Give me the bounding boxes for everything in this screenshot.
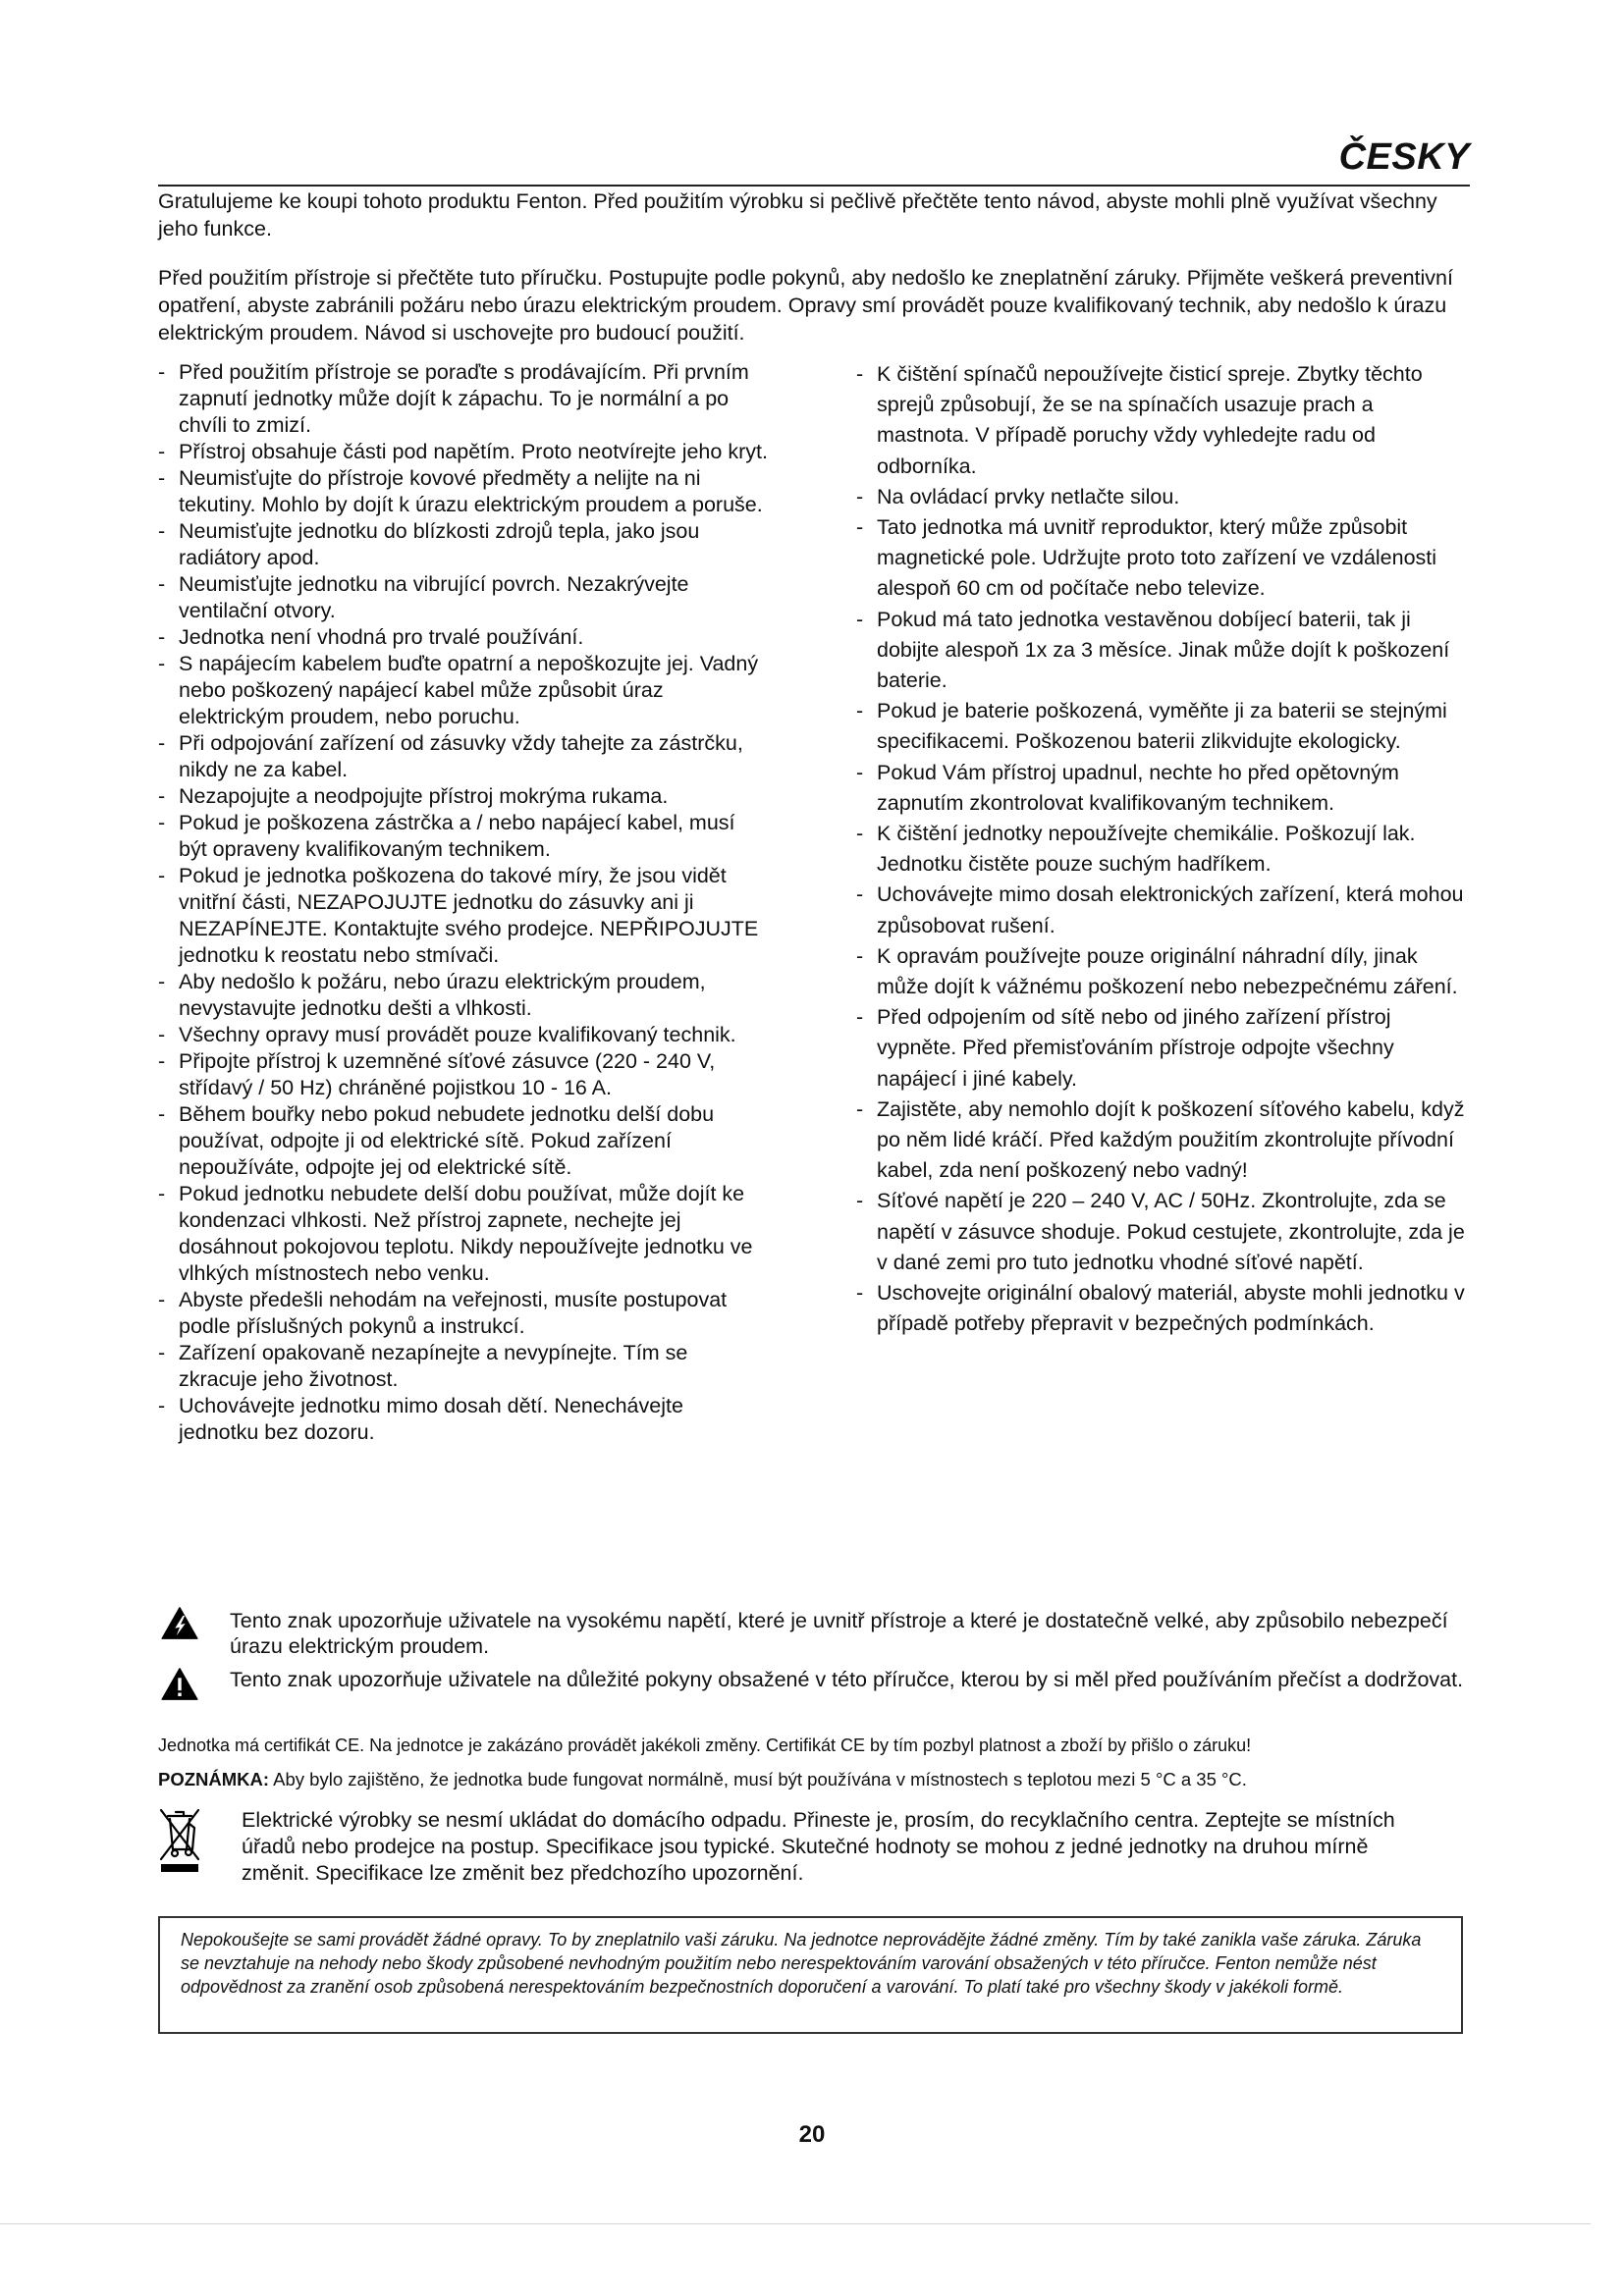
safety-item: - Pokud je poškozena zástrčka a / nebo napájecí kabel, musí být opraveny kvalifikovaným technikem. bbox=[158, 810, 769, 863]
crossed-bin-icon bbox=[155, 1804, 204, 1875]
safety-item: - Uchovávejte jednotku mimo dosah dětí. Nenechávejte jednotku bez dozoru. bbox=[158, 1393, 769, 1446]
warranty-disclaimer-text: Nepokoušejte se sami provádět žádné opravy. To by zneplatnilo vaši záruku. Na jednotce neprovádějte žádné změny. Tím by také zanikla vaše záruka. Záruka se nevztahuje na nehody nebo škody způsobené nevhodným použitím nebo nerespektováním varování obsažených v této příručce. Fenton nemůže nést odpovědnost za zranění osob způsobená nerespektováním bezpečnostních doporučení a varování. To platí také pro všechny škody v jakékoli formě. bbox=[181, 1930, 1422, 1997]
safety-item: - Pokud je baterie poškozená, vyměňte ji za baterii se stejnými specifikacemi. Poškozenou baterii zlikvidujte ekologicky. bbox=[856, 696, 1471, 757]
note-text: Aby bylo zajištěno, že jednotka bude fungovat normálně, musí být používána v místnostech s teplotou mezi 5 °C a 35 °C. bbox=[269, 1769, 1247, 1789]
safety-item: - Tato jednotka má uvnitř reproduktor, který může způsobit magnetické pole. Udržujte proto toto zařízení ve vzdálenosti alespoň 60 cm od počítače nebo televize. bbox=[856, 512, 1471, 605]
temperature-note bbox=[158, 1768, 1474, 1791]
safety-item: - Během bouřky nebo pokud nebudete jednotku delší dobu používat, odpojte ji od elektrické sítě. Pokud zařízení nepoužíváte, odpojte jej od elektrické sítě. bbox=[158, 1101, 769, 1181]
safety-item: - Všechny opravy musí provádět pouze kvalifikovaný technik. bbox=[158, 1022, 769, 1048]
safety-item: - Neumisťujte do přístroje kovové předměty a nelijte na ni tekutiny. Mohlo by dojít k úrazu elektrickým proudem a poruše. bbox=[158, 465, 769, 518]
safety-item: - Jednotka není vhodná pro trvalé používání. bbox=[158, 624, 769, 651]
safety-item: - Zařízení opakovaně nezapínejte a nevypínejte. Tím se zkracuje jeho životnost. bbox=[158, 1340, 769, 1393]
safety-item: - Síťové napětí je 220 – 240 V, AC / 50Hz. Zkontrolujte, zda se napětí v zásuvce shoduje. Pokud cestujete, zkontrolujte, zda je v dané zemi pro tuto jednotku vhodné síťové napětí. bbox=[856, 1186, 1471, 1278]
page-bottom-rule bbox=[0, 2223, 1591, 2224]
safety-item: - K opravám používejte pouze originální náhradní díly, jinak může dojít k vážnému poškození nebo nebezpečnému záření. bbox=[856, 941, 1471, 1002]
lightning-warning-icon bbox=[161, 1606, 198, 1640]
safety-item: - K čištění jednotky nepoužívejte chemikálie. Poškozují lak. Jednotku čistěte pouze suchým hadříkem. bbox=[856, 819, 1471, 880]
safety-item: - Uschovejte originální obalový materiál, abyste mohli jednotku v případě potřeby přepravit v bezpečných podmínkách. bbox=[856, 1278, 1471, 1339]
safety-item: - Zajistěte, aby nemohlo dojít k poškození síťového kabelu, když po něm lidé kráčí. Před každým použitím zkontrolujte přívodní kabel, zda není poškozený nebo vadný! bbox=[856, 1095, 1471, 1187]
safety-item: - Pokud Vám přístroj upadnul, nechte ho před opětovným zapnutím zkontrolovat kvalifikovaným technikem. bbox=[856, 758, 1471, 819]
safety-item: - Při odpojování zařízení od zásuvky vždy tahejte za zástrčku, nikdy ne za kabel. bbox=[158, 730, 769, 783]
high-voltage-warning-text: Tento znak upozorňuje uživatele na vysokému napětí, které je uvnitř přístroje a které je dostatečně velké, aby způsobilo nebezpečí úrazu elektrickým proudem. bbox=[230, 1609, 1448, 1658]
title-rule bbox=[158, 185, 1470, 187]
safety-item: - Pokud má tato jednotka vestavěnou dobíjecí baterii, tak ji dobijte alespoň 1x za 3 měsíce. Jinak může dojít k poškození baterie. bbox=[856, 605, 1471, 697]
safety-item: - Neumisťujte jednotku na vibrující povrch. Nezakrývejte ventilační otvory. bbox=[158, 571, 769, 624]
intro-paragraph: Gratulujeme ke koupi tohoto produktu Fenton. Před použitím výrobku si pečlivě přečtěte tento návod, abyste mohli plně využívat všechny jeho funkce. bbox=[158, 189, 1437, 240]
safety-item: - Pokud jednotku nebudete delší dobu používat, může dojít ke kondenzaci vlhkosti. Než přístroj zapnete, nechejte jej dosáhnout pokojovou teplotu. Nikdy nepoužívejte jednotku ve vlhkých místnostech nebo venku. bbox=[158, 1181, 769, 1287]
safety-item: - Aby nedošlo k požáru, nebo úrazu elektrickým proudem, nevystavujte jednotku dešti a vlhkosti. bbox=[158, 969, 769, 1022]
safety-list-right bbox=[856, 359, 1471, 1340]
safety-item: - Na ovládací prvky netlačte silou. bbox=[856, 482, 1471, 512]
safety-item: - K čištění spínačů nepoužívejte čisticí spreje. Zbytky těchto sprejů způsobují, že se na spínačích usazuje prach a mastnota. V případě poruchy vždy vyhledejte radu od odborníka. bbox=[856, 359, 1471, 482]
crossed-bin-icon bbox=[155, 1804, 204, 1875]
safety-item: - Abyste předešli nehodám na veřejnosti, musíte postupovat podle příslušných pokynů a instrukcí. bbox=[158, 1287, 769, 1340]
safety-item: - Neumisťujte jednotku do blízkosti zdrojů tepla, jako jsou radiátory apod. bbox=[158, 518, 769, 571]
exclamation-warning-icon bbox=[161, 1667, 198, 1701]
instructions-warning-text: Tento znak upozorňuje uživatele na důležité pokyny obsažené v této příručce, kterou by si měl před používáním přečíst a dodržovat. bbox=[230, 1668, 1464, 1691]
language-title: ČESKY bbox=[1338, 136, 1470, 178]
safety-item: - Před odpojením od sítě nebo od jiného zařízení přístroj vypněte. Před přemisťováním přístroje odpojte všechny napájecí i jiné kabely. bbox=[856, 1002, 1471, 1095]
safety-item: - Před použitím přístroje se poraďte s prodávajícím. Při prvním zapnutí jednotky může dojít k zápachu. To je normální a po chvíli to zmizí. bbox=[158, 359, 769, 439]
precautions-paragraph: Před použitím přístroje si přečtěte tuto příručku. Postupujte podle pokynů, aby nedošlo ke zneplatnění záruky. Přijměte veškerá preventivní opatření, abyste zabránili požáru nebo úrazu elektrickým proudem. Opravy smí provádět pouze kvalifikovaný technik, aby nedošlo k úrazu elektrickým proudem. Návod si uschovejte pro budoucí použití. bbox=[158, 266, 1453, 345]
weee-disposal-text: Elektrické výrobky se nesmí ukládat do domácího odpadu. Přineste je, prosím, do recyklačního centra. Zeptejte se místních úřadů nebo prodejce na postup. Specifikace jsou typické. Skutečné hodnoty se mohou z jedné jednotky na druhou mírně změnit. Specifikace lze změnit bez předchozího upozornění. bbox=[242, 1808, 1395, 1885]
warranty-disclaimer-box bbox=[158, 1916, 1463, 2034]
ce-notice: Jednotka má certifikát CE. Na jednotce je zakázáno provádět jakékoli změny. Certifikát CE by tím pozbyl platnost a zboží by přišlo o záruku! bbox=[158, 1735, 1252, 1755]
page-number: 20 bbox=[798, 2121, 826, 2148]
safety-item: - Připojte přístroj k uzemněné síťové zásuvce (220 - 240 V, střídavý / 50 Hz) chráněné pojistkou 10 - 16 A. bbox=[158, 1048, 769, 1101]
safety-list-left bbox=[158, 359, 769, 1446]
exclamation-warning-icon bbox=[161, 1667, 198, 1701]
safety-item: - Uchovávejte mimo dosah elektronických zařízení, která mohou způsobovat rušení. bbox=[856, 880, 1471, 940]
safety-item: - Pokud je jednotka poškozena do takové míry, že jsou vidět vnitřní části, NEZAPOJUJTE jednotku do zásuvky ani ji NEZAPÍNEJTE. Kontaktujte svého prodejce. NEPŘIPOJUJTE jednotku k reostatu nebo stmívači. bbox=[158, 863, 769, 969]
safety-item: - Přístroj obsahuje části pod napětím. Proto neotvírejte jeho kryt. bbox=[158, 439, 769, 465]
lightning-warning-icon bbox=[161, 1606, 198, 1640]
safety-item: - S napájecím kabelem buďte opatrní a nepoškozujte jej. Vadný nebo poškozený napájecí kabel může způsobit úraz elektrickým proudem, nebo poruchu. bbox=[158, 651, 769, 730]
note-label: POZNÁMKA: bbox=[158, 1769, 270, 1789]
safety-item: - Nezapojujte a neodpojujte přístroj mokrýma rukama. bbox=[158, 783, 769, 810]
